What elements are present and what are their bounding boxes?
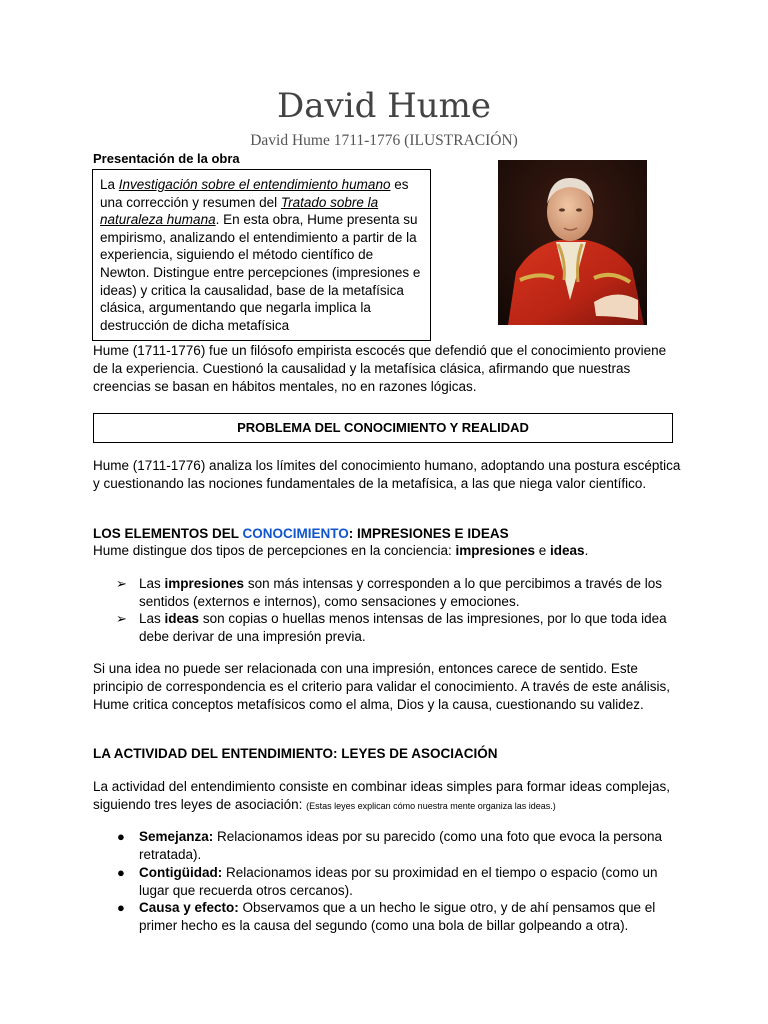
list-item-text: son copias o huellas menos intensas de las impresiones, por lo que toda idea debe derivar de una impresión previa. [139,611,667,644]
association-heading: LA ACTIVIDAD DEL ENTENDIMIENTO: LEYES DE ASOCIACIÓN [93,746,498,761]
law-item-causa-efecto [139,899,679,935]
section-title-box: PROBLEMA DEL CONOCIMIENTO Y REALIDAD [93,413,673,443]
dot-bullet-icon: ● [117,865,125,880]
section-intro-paragraph: Hume (1711-1776) analiza los límites del conocimiento humano, adoptando una postura escéptica y cuestionando las nociones fundamentales de la metafísica, a las que niega valor científico. [93,458,681,491]
work-title-tratado: Tratado sobre la naturaleza humana [100,194,379,228]
list-item-text: Las [139,576,165,591]
elements-line-ideas: ideas [550,543,585,558]
elements-line-impresiones: impresiones [455,543,536,558]
arrow-bullet-icon: ➢ [116,611,127,626]
elements-heading-part-3: : IMPRESIONES E IDEAS [348,526,509,541]
dot-bullet-icon: ● [117,829,125,844]
page-subtitle: David Hume 1711-1776 (ILUSTRACIÓN) [250,132,518,149]
arrow-bullet-icon: ➢ [116,576,127,591]
elements-line-text-c: e [535,543,551,558]
elements-line-text-e: . [584,543,589,558]
law-name: Contigüidad: [139,865,223,880]
law-item-semejanza [139,828,679,864]
list-item-text: son más intensas y corresponden a lo que percibimos a través de los sentidos (externos e internos), como sensaciones y emociones. [139,576,663,609]
law-text: Relacionamos ideas por su parecido (como una foto que evoca la persona retratada). [139,829,663,862]
hume-portrait-image [498,160,647,325]
law-name: Semejanza: [139,829,214,844]
presentation-text-3: es una corrección y resumen del [100,177,409,210]
law-text: Observamos que a un hecho le sigue otro, y de ahí pensamos que el primer hecho es la causa del segundo (como una bola de billar golpeando a otra). [139,900,656,933]
elements-heading-part-1: LOS ELEMENTOS DEL [93,526,243,541]
association-intro [93,778,683,815]
association-intro-text: La actividad del entendimiento consiste en combinar ideas simples para formar ideas complejas, siguiendo tres leyes de asociación: [93,779,671,812]
law-item-contiguidad [139,864,679,900]
dot-bullet-icon: ● [117,900,125,915]
presentation-heading: Presentación de la obra [93,151,240,166]
list-item-term: impresiones [164,576,245,591]
intro-paragraph: Hume (1711-1776) fue un filósofo empirista escocés que defendió que el conocimiento proviene de la experiencia. Cuestionó la causalidad y la metafísica clásica, afirmando que nuestras creencias se basan en hábitos mentales, no en razones lógicas. [93,343,667,394]
list-item-impresiones [139,575,679,611]
elements-line-text-a: Hume distingue dos tipos de percepciones en la conciencia: [93,543,456,558]
elements-heading-highlight: CONOCIMIENTO [242,526,349,541]
list-item-text: Las [139,611,165,626]
work-title-investigacion: Investigación sobre el entendimiento humano [118,177,391,192]
elements-intro-line [93,542,683,560]
presentation-text-5: . En esta obra, Hume presenta su empirismo, analizando el entendimiento a partir de la experiencia, siguiendo el método científico de Newton. Distingue entre percepciones (impresiones e ideas) y critica la causalidad, base de la metafísica clásica, argumentando que negarla implica la destrucción de dicha metafísica [100,212,421,333]
law-text: Relacionamos ideas por su proximidad en el tiempo o espacio (como un lugar que recuerda otros cercanos). [139,865,658,898]
elements-heading [93,525,509,543]
list-item-ideas [139,610,679,646]
law-name: Causa y efecto: [139,900,239,915]
association-note: (Estas leyes explican cómo nuestra mente organiza las ideas.) [306,801,556,811]
presentation-text-1: La [100,177,119,192]
presentation-box [92,169,431,341]
list-item-term: ideas [164,611,200,626]
correspondence-paragraph: Si una idea no puede ser relacionada con una impresión, entonces carece de sentido. Este principio de correspondencia es el criterio para validar el conocimiento. A través de este análisis, Hume critica conceptos metafísicos como el alma, Dios y la causa, cuestionando su validez. [93,661,671,712]
page-title: David Hume [276,86,492,126]
